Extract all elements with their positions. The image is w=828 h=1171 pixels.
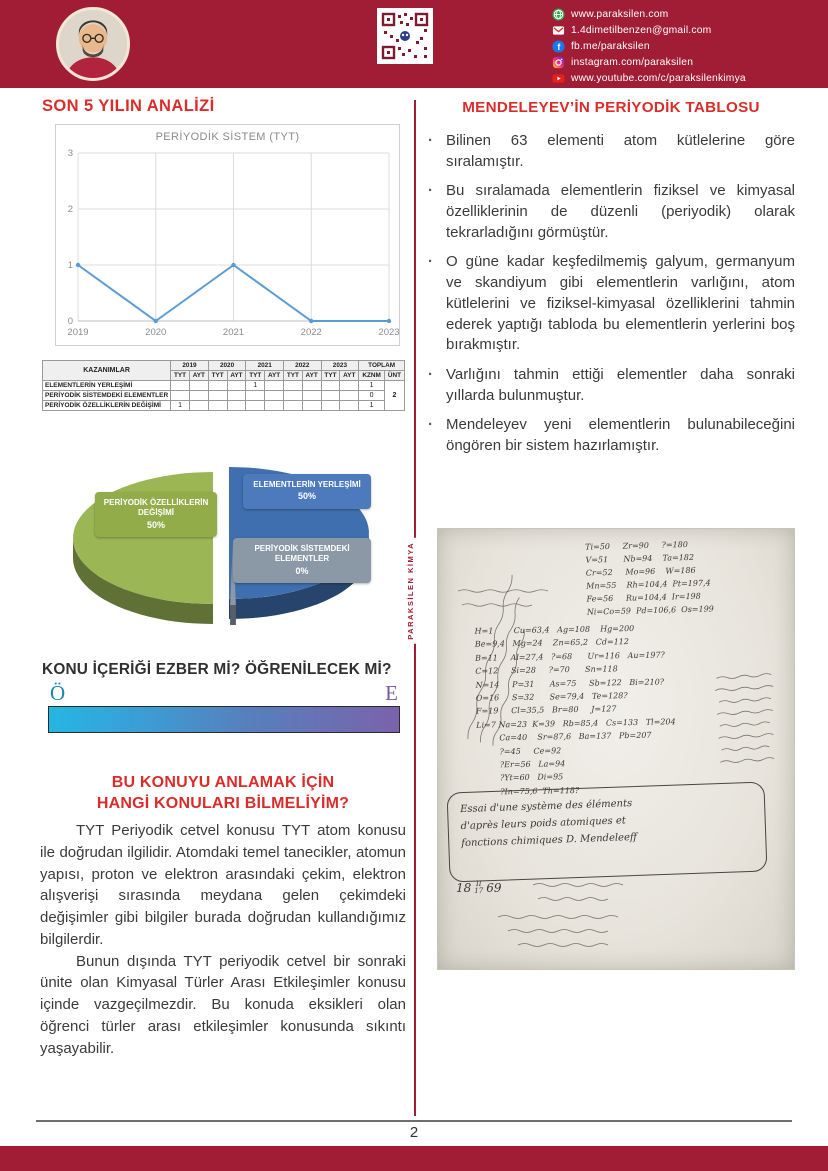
table-year-header: 2021 xyxy=(246,361,284,371)
pie-label-periyodik-sistemdeki-elementler: PERİYODİK SİSTEMDEKİ ELEMENTLER 0% xyxy=(233,538,371,583)
mendeleev-manuscript-image xyxy=(437,528,795,970)
manuscript-line: Ca=40 Sr=87,6 Ba=137 Pb=207 xyxy=(476,730,652,743)
table-subheader: AYT xyxy=(265,371,284,381)
manuscript-line: C=12 Si=28 ?=70 Sn=118 xyxy=(475,664,618,676)
bullet-text: Varlığını tahmin ettiği elementler daha sonraki yıllarda bulunmuştur. xyxy=(446,365,795,404)
table-cell xyxy=(340,391,359,401)
page-number: 2 xyxy=(409,1124,419,1141)
qr-code xyxy=(377,8,433,64)
table-cell xyxy=(265,401,284,411)
table-cell xyxy=(302,381,321,391)
svg-text:2023: 2023 xyxy=(378,327,399,338)
table-subheader: TYT xyxy=(283,371,302,381)
youtube-icon xyxy=(552,72,565,85)
table-kznm-cell: 1 xyxy=(359,381,385,391)
bullet-item xyxy=(428,415,795,456)
manuscript-line: O=16 S=32 Se=79,4 Te=128? xyxy=(475,691,628,703)
table-row-label: PERİYODİK ÖZELLİKLERİN DEĞİŞİMİ xyxy=(43,401,171,411)
bullet-dot: · xyxy=(428,132,433,149)
manuscript-line: F=19 Cl=35,5 Br=80 J=127 xyxy=(475,704,617,717)
table-cell: 1 xyxy=(246,381,265,391)
bullet-text: Bu sıralamada elementlerin fiziksel ve kimyasal özelliklerinin de düzenli (periyodik) olarak tekrarladığını görmüştür. xyxy=(446,182,795,241)
table-cell xyxy=(227,381,246,391)
kazanim-table xyxy=(42,360,405,411)
social-link-label: www.paraksilen.com xyxy=(571,9,669,20)
prerequisite-paragraphs xyxy=(40,820,406,1059)
table-cell xyxy=(283,381,302,391)
manuscript-line: Ti=50 Zr=90 ?=180 xyxy=(585,539,688,552)
scale-letter-ogrenilecek: Ö xyxy=(50,681,66,705)
social-links xyxy=(552,8,746,85)
table-cell xyxy=(321,381,340,391)
author-avatar xyxy=(56,7,130,81)
table-subheader: TYT xyxy=(171,371,190,381)
manuscript-line: V=51 Nb=94 Ta=182 xyxy=(585,552,695,565)
table-subheader: AYT xyxy=(302,371,321,381)
svg-text:1: 1 xyxy=(67,260,73,271)
bullet-item xyxy=(428,131,795,172)
manuscript-line: Li=7 Na=23 K=39 Rb=85,4 Cs=133 Tl=204 xyxy=(476,717,676,730)
table-cell xyxy=(189,391,208,401)
table-cell xyxy=(208,381,227,391)
ezber-heading: KONU İÇERİĞİ EZBER Mİ? ÖĞRENİLECEK Mİ? xyxy=(42,661,392,678)
table-subheader: TYT xyxy=(321,371,340,381)
manuscript-line: Cr=52 Mo=96 W=186 xyxy=(585,565,696,578)
table-cell xyxy=(189,401,208,411)
social-link-label: instagram.com/paraksilen xyxy=(571,57,694,68)
pie-label-periyodik-ozelliklerin-degisimi: PERİYODİK ÖZELLİKLERİN DEĞİŞİMİ 50% xyxy=(95,492,217,537)
table-cell xyxy=(340,401,359,411)
svg-text:2019: 2019 xyxy=(67,327,89,338)
footer-rule xyxy=(36,1120,792,1122)
bullet-text: O güne kadar keşfedilmemiş galyum, germanyum ve skandiyum gibi elementlerin varlığını, atom kütlelerini ve fiziksel-kimyasal özelliklerini tahmin ederek yaptığı tabloda bu elementlerin yerlerini boş bırakmıştır. xyxy=(446,253,795,354)
facebook-icon xyxy=(552,40,565,53)
table-cell xyxy=(321,391,340,401)
manuscript-line: Ni=Co=59 Pd=106,6 Os=199 xyxy=(586,604,714,617)
table-total-header: TOPLAM xyxy=(359,361,405,371)
bullet-dot: · xyxy=(428,182,433,200)
table-cell xyxy=(340,381,359,391)
line-chart-svg xyxy=(56,125,399,345)
footer-banner xyxy=(0,1146,828,1171)
table-unt-cell: 2 xyxy=(384,381,404,411)
svg-text:3: 3 xyxy=(67,148,73,159)
table-subheader: KZNM xyxy=(359,371,385,381)
table-row xyxy=(43,381,405,391)
table-cell xyxy=(208,391,227,401)
table-year-header: 2022 xyxy=(283,361,321,371)
table-subheader: AYT xyxy=(340,371,359,381)
ezber-scale xyxy=(48,682,400,733)
pie-chart xyxy=(45,440,395,670)
avatar-illustration xyxy=(59,10,127,78)
table-cell xyxy=(227,391,246,401)
bullet-item xyxy=(428,181,795,243)
social-link[interactable] xyxy=(552,56,746,69)
svg-text:0: 0 xyxy=(67,316,73,327)
manuscript-line: Mn=55 Rh=104,4 Pt=197,4 xyxy=(586,578,711,591)
social-link[interactable] xyxy=(552,40,746,53)
body-paragraph: Bunun dışında TYT periyodik cetvel bir sonraki ünite olan Kimyasal Türler Arası Etkileşimler konusu içinde vazgeçilmezdir. Bu konuda eksikleri olan öğrenci türler arası etkileşimler konusunda sıkıntı yaşayabilir. xyxy=(40,952,406,1057)
body-paragraph: TYT Periyodik cetvel konusu TYT atom konusu ile doğrudan ilgilidir. Atomdaki temel tanecikler, atomun yapısı, proton ve elektron arasındaki çekim, elektron alışverişi sırasında meydana gelen çekimdeki değişimler gibi bilgiler burada doğrudan kullandığımız bilgilerdir. xyxy=(40,822,406,948)
table-subheader: AYT xyxy=(227,371,246,381)
table-cell xyxy=(246,391,265,401)
table-cell xyxy=(171,381,190,391)
scale-letter-ezber: E xyxy=(385,681,398,705)
manuscript-line: d'après leurs poids atomiques et xyxy=(460,815,627,833)
analysis-heading: SON 5 YILIN ANALİZİ xyxy=(42,97,215,115)
table-cell xyxy=(302,391,321,401)
mendeleev-heading: MENDELEYEV’İN PERİYODİK TABLOSU xyxy=(462,99,760,116)
table-subheader: TYT xyxy=(208,371,227,381)
pie-percent: 50% xyxy=(297,491,316,502)
social-link-label: www.youtube.com/c/paraksilenkimya xyxy=(571,73,746,84)
manuscript-line: Fe=56 Ru=104,4 Ir=198 xyxy=(586,591,701,604)
social-link[interactable] xyxy=(552,72,746,85)
prerequisite-heading: BU KONUYU ANLAMAK İÇİN HANGİ KONULARI BİLMELİYİM? xyxy=(96,774,350,812)
manuscript-caption xyxy=(447,781,768,882)
table-cell xyxy=(246,401,265,411)
header-banner xyxy=(0,0,828,88)
table-subheader: TYT xyxy=(246,371,265,381)
brand-vertical-label: PARAKSİLEN KİMYA xyxy=(404,538,417,644)
instagram-icon xyxy=(552,56,565,69)
pie-percent: 50% xyxy=(146,519,165,530)
table-row-label: ELEMENTLERİN YERLEŞİMİ xyxy=(43,381,171,391)
svg-text:2021: 2021 xyxy=(222,327,245,338)
table-cell xyxy=(171,391,190,401)
bullet-item xyxy=(428,252,795,355)
bullet-text: Mendeleyev yeni elementlerin bulunabileceğini öngören bir sistem hazırlamıştır. xyxy=(446,416,795,454)
manuscript-line: Essai d'une système des éléments xyxy=(459,798,633,816)
social-link[interactable] xyxy=(552,24,746,37)
svg-text:2022: 2022 xyxy=(300,327,322,338)
table-year-header: 2023 xyxy=(321,361,359,371)
manuscript-line: ?In=75,6 Th=118? xyxy=(477,785,580,797)
bullet-dot: · xyxy=(428,416,433,434)
table-cell xyxy=(283,401,302,411)
manuscript-entries-top xyxy=(585,537,714,618)
manuscript-line: ?Yt=60 Di=95 xyxy=(477,772,564,784)
table-cell xyxy=(265,391,284,401)
manuscript-line: ?Er=56 La=94 xyxy=(476,759,566,770)
svg-text:2: 2 xyxy=(67,204,73,215)
globe-icon xyxy=(552,8,565,21)
bullet-dot: · xyxy=(428,365,433,383)
table-kznm-cell: 0 xyxy=(359,391,385,401)
ezber-gradient-bar xyxy=(48,706,400,733)
social-link-label: 1.4dimetilbenzen@gmail.com xyxy=(571,25,712,36)
manuscript-line: B=11 Al=27,4 ?=68 Ur=116 Au=197? xyxy=(474,650,665,663)
mail-icon xyxy=(552,24,565,37)
table-row xyxy=(43,391,405,401)
svg-text:2020: 2020 xyxy=(145,327,167,338)
table-year-header: 2020 xyxy=(208,361,246,371)
bullet-item xyxy=(428,365,795,406)
table-year-header: 2019 xyxy=(171,361,209,371)
manuscript-date: 18 II 17 69 xyxy=(456,880,502,895)
scale-letters xyxy=(48,682,400,704)
table-cell: 1 xyxy=(171,401,190,411)
social-link-label: fb.me/paraksilen xyxy=(571,41,650,52)
svg-text:f: f xyxy=(557,42,561,53)
pie-percent: 0% xyxy=(295,565,309,576)
table-cell xyxy=(302,401,321,411)
bullet-text: Bilinen 63 elementi atom kütlelerine göre sıralamıştır. xyxy=(446,132,795,170)
table-cell xyxy=(321,401,340,411)
svg-text:PERİYODİK SİSTEM (TYT): PERİYODİK SİSTEM (TYT) xyxy=(155,131,300,143)
manuscript-line: fonctions chimiques D. Mendeleeff xyxy=(461,831,638,850)
table-kznm-cell: 1 xyxy=(359,401,385,411)
table-subheader: AYT xyxy=(189,371,208,381)
social-link[interactable] xyxy=(552,8,746,21)
table-corner-header: KAZANIMLAR xyxy=(43,361,171,381)
mendeleev-bullets xyxy=(428,131,795,466)
manuscript-line: N=14 P=31 As=75 Sb=122 Bi=210? xyxy=(475,677,665,690)
table-cell xyxy=(189,381,208,391)
manuscript-entries-main xyxy=(474,621,676,799)
bullet-dot: · xyxy=(428,253,433,271)
table-row-label: PERİYODİK SİSTEMDEKİ ELEMENTLER xyxy=(43,391,171,401)
line-chart xyxy=(55,124,400,346)
manuscript-line: Be=9,4 Mg=24 Zn=65,2 Cd=112 xyxy=(474,637,630,650)
table-cell xyxy=(283,391,302,401)
table-row xyxy=(43,401,405,411)
manuscript-line: ?=45 Ce=92 xyxy=(476,745,562,757)
table-cell xyxy=(208,401,227,411)
pie-label-elementlerin-yerlesimi: ELEMENTLERİN YERLEŞİMİ 50% xyxy=(243,474,371,509)
table-cell xyxy=(227,401,246,411)
manuscript-line: H=1 Cu=63,4 Ag=108 Hg=200 xyxy=(474,623,635,636)
table-subheader: ÜNT xyxy=(384,371,404,381)
table-cell xyxy=(265,381,284,391)
